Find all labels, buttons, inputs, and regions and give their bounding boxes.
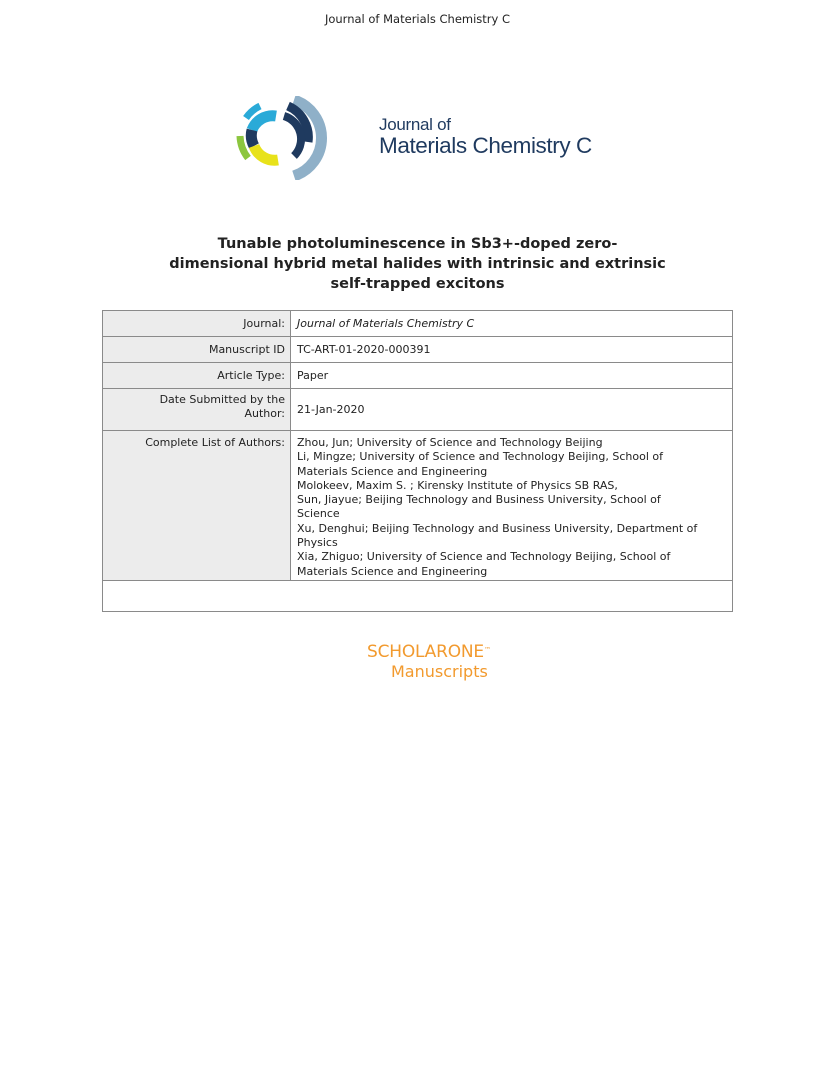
scholarone-wordmark — [367, 642, 527, 662]
author-line: Xu, Denghui; Beijing Technology and Business University, Department of — [297, 521, 698, 535]
manuscript-metadata-table — [102, 310, 733, 612]
journal-wordmark — [379, 116, 592, 158]
journal-label: Journal: — [103, 311, 291, 337]
scholarone-top: SCHOLARONE — [367, 642, 484, 662]
scholarone-logo — [367, 642, 527, 682]
wordmark-line1: Journal of — [379, 115, 451, 134]
title-line: self-trapped excitons — [330, 276, 505, 292]
scholarone-manuscripts: Manuscripts — [391, 662, 488, 681]
running-header: Journal of Materials Chemistry C — [324, 12, 511, 26]
author-line: Sun, Jiayue; Beijing Technology and Business University, School of — [297, 493, 661, 507]
article-type-value: Paper — [291, 363, 733, 389]
paper-title — [120, 234, 715, 294]
date-label-line: Date Submitted by the — [159, 393, 285, 406]
manuscript-id-value: TC-ART-01-2020-000391 — [291, 337, 733, 363]
author-line: Xia, Zhiguo; University of Science and Technology Beijing, School of — [297, 550, 671, 564]
author-line: Molokeev, Maxim S. ; Kirensky Institute of Physics SB RAS, — [297, 478, 618, 492]
journal-value: Journal of Materials Chemistry C — [291, 311, 733, 337]
table-row — [103, 581, 733, 612]
title-line: Tunable photoluminescence in Sb3+-doped zero- — [217, 236, 618, 252]
author-line: Materials Science and Engineering — [297, 564, 488, 578]
trademark-symbol: ™ — [483, 646, 491, 654]
date-submitted-label — [103, 389, 291, 431]
date-label-line: Author: — [244, 407, 285, 420]
wordmark-line2: Materials Chemistry C — [379, 133, 592, 158]
table-row — [103, 363, 733, 389]
journal-logo — [232, 96, 612, 182]
author-line: Materials Science and Engineering — [297, 464, 488, 478]
author-line: Zhou, Jun; University of Science and Technology Beijing — [297, 436, 603, 449]
table-row — [103, 431, 733, 581]
title-line: dimensional hybrid metal halides with intrinsic and extrinsic — [169, 256, 666, 272]
empty-row-cell — [103, 581, 733, 612]
authors-label: Complete List of Authors: — [103, 431, 291, 581]
table-row — [103, 389, 733, 431]
manuscript-id-label: Manuscript ID — [103, 337, 291, 363]
table-row — [103, 311, 733, 337]
author-line: Li, Mingze; University of Science and Technology Beijing, School of — [297, 450, 663, 464]
table-row — [103, 337, 733, 363]
article-type-label: Article Type: — [103, 363, 291, 389]
journal-c-logo-icon — [232, 96, 328, 180]
author-line: Science — [297, 507, 340, 521]
authors-list — [291, 431, 733, 581]
date-submitted-value: 21-Jan-2020 — [291, 389, 733, 431]
author-line: Physics — [297, 536, 338, 550]
